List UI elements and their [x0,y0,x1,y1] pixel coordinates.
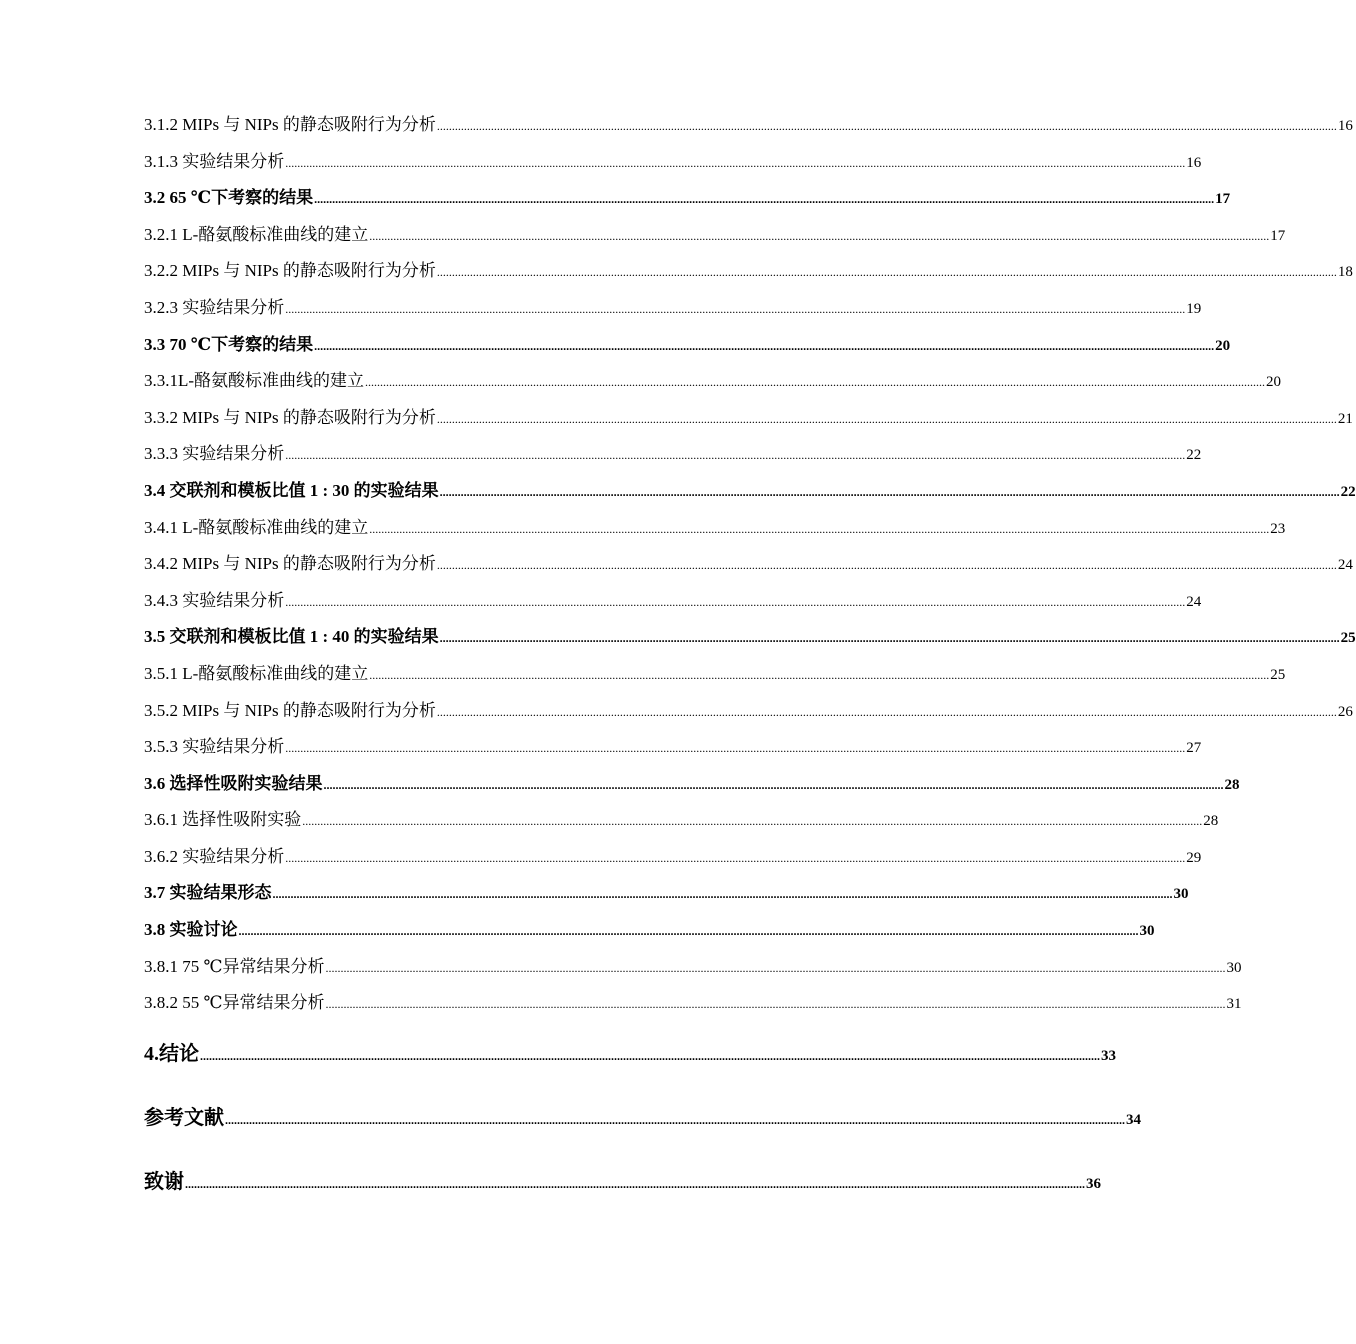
toc-chapter-entry[interactable] [144,1165,1101,1194]
dot-leader: ............................................................................................................................................................................................................................................................................................................ [369,667,1270,682]
toc-entry-title: 3.2.3 实验结果分析 [144,297,285,317]
toc-entry-page: 23 [1270,520,1286,537]
toc-entry-page: 18 [1337,264,1353,281]
dot-leader: ............................................................................................................................................................................................................................................................................................................ [285,741,1186,756]
dot-leader: ............................................................................................................................................................................................................................................................................................................ [185,1176,1085,1191]
dot-leader: ............................................................................................................................................................................................................................................................................................................ [285,155,1186,170]
toc-entry-title: 3.5.1 L-酪氨酸标准曲线的建立 [144,663,369,683]
dot-leader: ............................................................................................................................................................................................................................................................................................................ [439,484,1340,499]
toc-entry[interactable] [144,549,1353,586]
toc-entry[interactable] [144,439,1202,476]
dot-leader: ............................................................................................................................................................................................................................................................................................................ [323,777,1224,792]
toc-entry-page: 24 [1186,593,1202,610]
toc-entry-title: 3.8.2 55 ℃异常结果分析 [144,993,325,1013]
toc-entry-page: 16 [1186,154,1202,171]
toc-entry[interactable] [144,256,1353,293]
toc-entry-page: 34 [1126,1111,1141,1128]
toc-entry-title: 3.5 交联剂和模板比值 1 : 40 的实验结果 [144,627,439,647]
toc-entry[interactable] [144,403,1353,440]
toc-entry-title: 参考文献 [144,1106,224,1129]
toc-entry-title: 3.1.2 MIPs 与 NIPs 的静态吸附行为分析 [144,115,436,134]
toc-chapter-entry[interactable] [144,1037,1116,1101]
toc-entry-page: 30 [1139,923,1155,940]
dot-leader: ............................................................................................................................................................................................................................................................................................................ [314,338,1215,353]
dot-leader: ............................................................................................................................................................................................................................................................................................................ [314,192,1215,207]
toc-entry[interactable] [144,952,1242,989]
toc-entry-page: 29 [1186,849,1202,866]
toc-entry-page: 16 [1337,118,1353,134]
toc-section-entry[interactable] [144,183,1231,220]
dot-leader: ............................................................................................................................................................................................................................................................................................................ [285,850,1186,865]
toc-entry-title: 3.2.1 L-酪氨酸标准曲线的建立 [144,224,369,244]
toc-entry[interactable] [144,220,1286,257]
toc-entry-page: 21 [1337,410,1353,427]
dot-leader: ............................................................................................................................................................................................................................................................................................................ [285,448,1186,463]
toc-entry[interactable] [144,147,1202,184]
dot-leader: ............................................................................................................................................................................................................................................................................................................ [365,375,1266,390]
toc-entry[interactable] [144,366,1282,403]
toc-section-entry[interactable] [144,878,1189,915]
dot-leader: ............................................................................................................................................................................................................................................................................................................ [436,704,1337,719]
dot-leader: ............................................................................................................................................................................................................................................................................................................ [272,887,1173,902]
toc-entry-title: 3.4.2 MIPs 与 NIPs 的静态吸附行为分析 [144,554,436,574]
toc-entry-title: 致谢 [144,1170,184,1193]
toc-section-entry[interactable] [144,769,1240,806]
toc-entry-page: 28 [1224,776,1240,793]
dot-leader: ............................................................................................................................................................................................................................................................................................................ [436,265,1337,280]
dot-leader: ............................................................................................................................................................................................................................................................................................................ [439,631,1340,646]
toc-entry[interactable] [144,293,1202,330]
toc-entry-page: 20 [1266,374,1282,391]
toc-entry[interactable] [144,659,1286,696]
toc-entry[interactable] [144,110,1353,147]
toc-entry-title: 3.5.2 MIPs 与 NIPs 的静态吸附行为分析 [144,700,436,720]
toc-entry-title: 3.4.3 实验结果分析 [144,590,285,610]
toc-entry-title: 3.7 实验结果形态 [144,883,272,903]
toc-entry-page: 31 [1226,996,1242,1013]
dot-leader: ............................................................................................................................................................................................................................................................................................................ [225,1112,1125,1127]
toc-entry-title: 3.3.3 实验结果分析 [144,444,285,464]
dot-leader: ............................................................................................................................................................................................................................................................................................................ [325,960,1226,975]
toc-entry[interactable] [144,732,1202,769]
toc-entry-page: 25 [1270,666,1286,683]
toc-entry-page: 20 [1215,337,1231,354]
toc-entry-title: 3.3.2 MIPs 与 NIPs 的静态吸附行为分析 [144,407,436,427]
toc-entry-title: 3.6 选择性吸附实验结果 [144,773,323,793]
toc-section-entry[interactable] [144,330,1231,367]
toc-entry-title: 4.结论 [144,1042,199,1065]
toc-entry-page: 26 [1337,703,1353,720]
toc-entry-page: 22 [1340,483,1356,500]
toc-entry-page: 22 [1186,447,1202,464]
toc-entry[interactable] [144,696,1353,733]
dot-leader: ............................................................................................................................................................................................................................................................................................................ [238,924,1139,939]
dot-leader: ............................................................................................................................................................................................................................................................................................................ [369,521,1270,536]
dot-leader: ............................................................................................................................................................................................................................................................................................................ [285,301,1186,316]
toc-entry-title: 3.3 70 ℃下考察的结果 [144,334,314,354]
toc-entry-page: 17 [1215,191,1231,208]
toc-entry-page: 24 [1337,557,1353,574]
toc-entry-title: 3.3.1L-酪氨酸标准曲线的建立 [144,371,365,391]
toc-entry-title: 3.2 65 ℃下考察的结果 [144,188,314,208]
dot-leader: ............................................................................................................................................................................................................................................................................................................ [436,558,1337,573]
toc-entry-page: 30 [1173,886,1189,903]
toc-entry-title: 3.1.3 实验结果分析 [144,151,285,171]
toc-entry-title: 3.5.3 实验结果分析 [144,737,285,757]
toc-entry-title: 3.4.1 L-酪氨酸标准曲线的建立 [144,517,369,537]
toc-section-entry[interactable] [144,915,1155,952]
toc-entry-title: 3.8.1 75 ℃异常结果分析 [144,956,325,976]
toc-entry[interactable] [144,513,1286,550]
dot-leader: ............................................................................................................................................................................................................................................................................................................ [436,411,1337,426]
toc-entry-page: 17 [1270,227,1286,244]
toc-entry-page: 36 [1086,1175,1101,1192]
toc-chapter-entry[interactable] [144,1101,1141,1165]
toc-entry-title: 3.2.2 MIPs 与 NIPs 的静态吸附行为分析 [144,261,436,281]
toc-entry[interactable] [144,988,1242,1025]
toc-entry-page: 28 [1203,813,1219,830]
toc-entry[interactable] [144,805,1219,842]
dot-leader: ............................................................................................................................................................................................................................................................................................................ [200,1048,1100,1063]
toc-entry-page: 30 [1226,959,1242,976]
toc-entry[interactable] [144,842,1202,879]
toc-section-entry[interactable] [144,476,1356,513]
table-of-contents [144,110,1356,1194]
toc-section-entry[interactable] [144,622,1356,659]
toc-entry-page: 25 [1340,630,1356,647]
toc-entry-page: 19 [1186,300,1202,317]
toc-entry-title: 3.8 实验讨论 [144,920,238,940]
toc-entry-page: 27 [1186,740,1202,757]
toc-entry-page: 33 [1101,1047,1116,1064]
dot-leader: ............................................................................................................................................................................................................................................................................................................ [325,997,1226,1012]
toc-entry[interactable] [144,586,1202,623]
toc-entry-title: 3.4 交联剂和模板比值 1 : 30 的实验结果 [144,480,439,500]
toc-entry-title: 3.6.1 选择性吸附实验 [144,810,302,830]
dot-leader: ............................................................................................................................................................................................................................................................................................................ [369,228,1270,243]
dot-leader: ............................................................................................................................................................................................................................................................................................................ [436,119,1337,133]
dot-leader: ............................................................................................................................................................................................................................................................................................................ [302,814,1203,829]
toc-entry-title: 3.6.2 实验结果分析 [144,846,285,866]
dot-leader: ............................................................................................................................................................................................................................................................................................................ [285,594,1186,609]
